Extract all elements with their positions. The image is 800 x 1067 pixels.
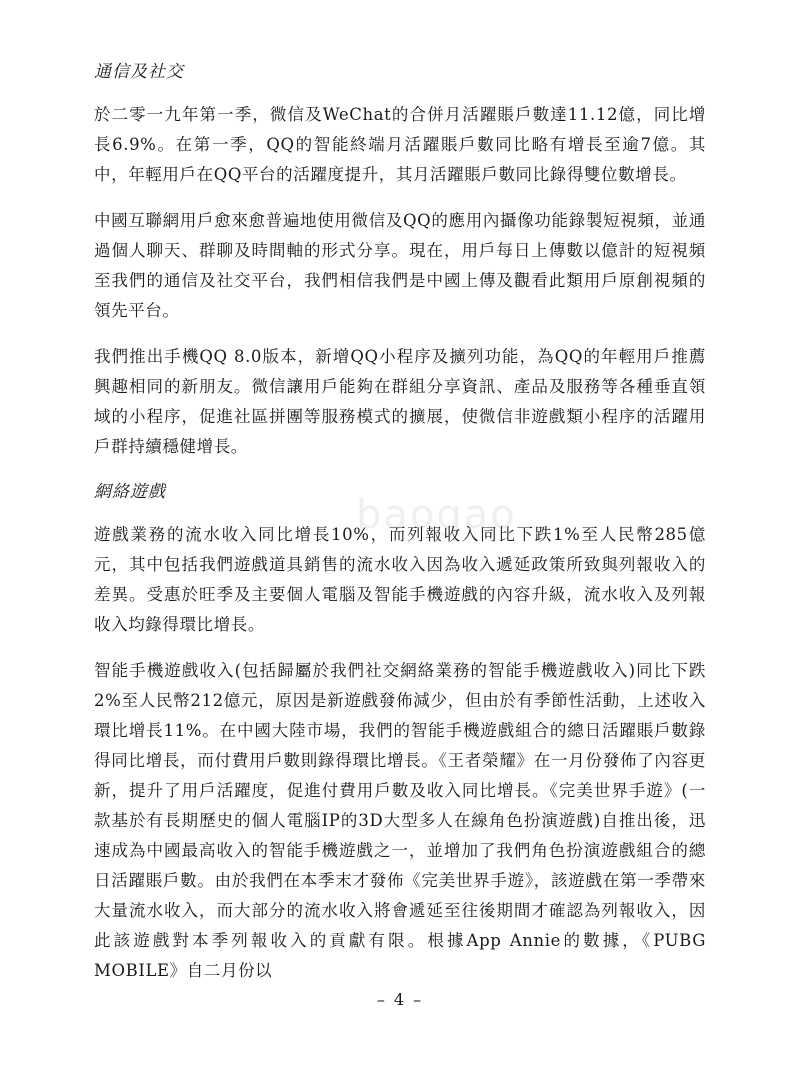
watermark: baogao — [356, 492, 517, 538]
paragraph: 中國互聯網用戶愈來愈普遍地使用微信及QQ的應用內攝像功能錄製短視頻，並通過個人聊天、群聊及時間軸的形式分享。現在，用戶每日上傳數以億計的短視頻至我們的通信及社交平台，我們相信我們是中國上傳及觀看此類用戶原創視頻的領先平台。 — [94, 211, 706, 320]
paragraph: 智能手機遊戲收入(包括歸屬於我們社交網絡業務的智能手機遊戲收入)同比下跌2%至人民幣212億元，原因是新遊戲發佈減少，但由於有季節性活動，上述收入環比增長11%。在中國大陸市場，我們的智能手機遊戲組合的總日活躍賬戶數錄得同比增長，而付費用戶數則錄得環比增長。《王者榮耀》在一月份發佈了內容更新，提升了用戶活躍度，促進付費用戶數及收入同比增長。《完美世界手遊》(一款基於有長期歷史的個人電腦IP的3D大型多人在線角色扮演遊戲)自推出後，迅速成為中國最高收入的智能手機遊戲之一，並增加了我們角色扮演遊戲組合的總日活躍賬戶數。由於我們在本季末才發佈《完美世界手遊》，該遊戲在第一季帶來大量流水收入，而大部分的流水收入將會遞延至往後期間才確認為列報收入，因此該遊戲對本季列報收入的貢獻有限。根據App Annie的數據，《PUBG MOBILE》自二月份以 — [94, 661, 706, 980]
section-communication-social — [94, 58, 706, 462]
paragraph: 我們推出手機QQ 8.0版本，新增QQ小程序及擴列功能，為QQ的年輕用戶推薦興趣相同的新朋友。微信讓用戶能夠在群組分享資訊、產品及服務等各種垂直領域的小程序，促進社區拼團等服務模式的擴展，使微信非遊戲類小程序的活躍用戶群持續穩健增長。 — [94, 347, 706, 456]
page-number: – 4 – — [376, 990, 424, 1009]
document-body — [94, 58, 706, 1002]
section-heading: 通信及社交 — [94, 62, 184, 82]
paragraph: 遊戲業務的流水收入同比增長10%，而列報收入同比下跌1%至人民幣285億元，其中包括我們遊戲道具銷售的流水收入因為收入遞延政策所致與列報收入的差異。受惠於旺季及主要個人電腦及智能手機遊戲的內容升級，流水收入及列報收入均錄得環比增長。 — [94, 525, 706, 634]
section-heading: 網絡遊戲 — [94, 482, 166, 502]
paragraph: 於二零一九年第一季，微信及WeChat的合併月活躍賬戶數達11.12億，同比增長6.9%。在第一季，QQ的智能終端月活躍賬戶數同比略有增長至逾7億。其中，年輕用戶在QQ平台的活躍度提升，其月活躍賬戶數同比錄得雙位數增長。 — [94, 105, 706, 184]
section-online-games — [94, 478, 706, 986]
